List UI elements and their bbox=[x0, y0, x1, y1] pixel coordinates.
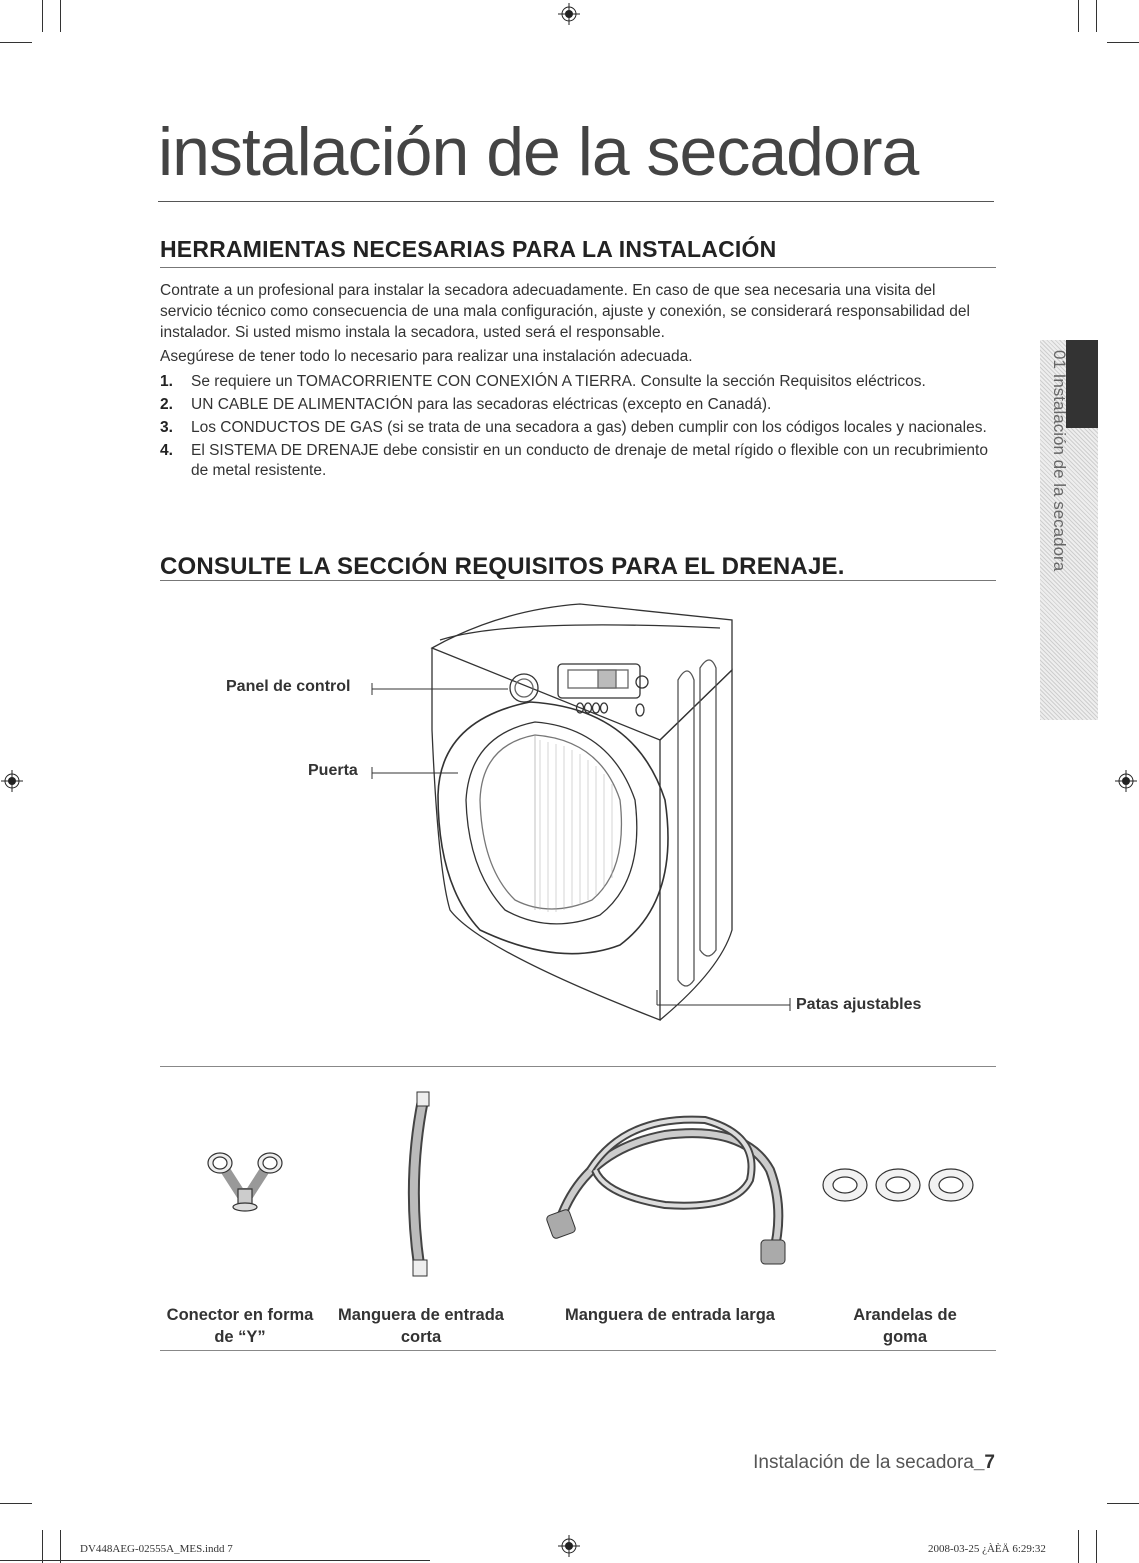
requirements-list bbox=[160, 372, 992, 484]
accessory-label-short-hose: Manguera de entrada corta bbox=[338, 1306, 504, 1346]
list-item bbox=[160, 372, 992, 392]
page-title: instalación de la secadora bbox=[158, 114, 919, 190]
registration-mark-icon bbox=[558, 3, 580, 25]
list-item bbox=[160, 395, 992, 415]
registration-mark-icon bbox=[558, 1535, 580, 1557]
list-item-text: Los CONDUCTOS DE GAS (si se trata de una secadora a gas) deben cumplir con los códigos locales y nacionales. bbox=[191, 419, 987, 436]
intro-paragraph: Contrate a un profesional para instalar la secadora adecuadamente. En caso de que sea necesaria una visita del servicio técnico como consecuencia de una mala configuración, ajuste y conexión, se considerará responsabilidad del instalador. Si usted mismo instala la secadora, usted será el responsable. bbox=[160, 282, 970, 341]
print-file-name: DV448AEG-02555A_MES.indd 7 bbox=[80, 1543, 233, 1555]
list-item-text: El SISTEMA DE DRENAJE debe consistir en un conducto de drenaje de metal rígido o flexible con un recubrimiento de metal resistente. bbox=[191, 442, 988, 479]
registration-mark-icon bbox=[1, 770, 23, 792]
chapter-tab-label: 01 Instalación de la secadora bbox=[1050, 350, 1069, 572]
callout-line bbox=[370, 766, 460, 780]
list-number: 3. bbox=[160, 419, 173, 436]
chapter-tab-marker bbox=[1066, 340, 1098, 428]
list-item bbox=[160, 418, 992, 438]
short-hose-icon bbox=[385, 1090, 445, 1280]
intro-paragraph-2: Asegúrese de tener todo lo necesario para realizar una instalación adecuada. bbox=[160, 348, 693, 365]
accessory-label-long-hose: Manguera de entrada larga bbox=[565, 1306, 775, 1324]
list-item bbox=[160, 441, 992, 481]
page-number: _7 bbox=[973, 1452, 995, 1473]
registration-mark-icon bbox=[1115, 770, 1137, 792]
rubber-washers-icon bbox=[818, 1165, 978, 1205]
list-number: 2. bbox=[160, 396, 173, 413]
section-heading-tools: HERRAMIENTAS NECESARIAS PARA LA INSTALACIÓN bbox=[160, 236, 777, 262]
print-timestamp: 2008-03-25 ¿ÀÈÄ 6:29:32 bbox=[928, 1543, 1046, 1555]
footer-section-title: Instalación de la secadora bbox=[753, 1452, 974, 1473]
page-footer bbox=[753, 1452, 995, 1474]
section-heading-rule bbox=[160, 267, 996, 268]
y-connector-icon bbox=[200, 1145, 290, 1215]
dryer-illustration bbox=[420, 600, 740, 1030]
callout-legs: Patas ajustables bbox=[796, 996, 922, 1013]
accessory-label-washers: Arandelas de goma bbox=[853, 1306, 957, 1346]
list-item-text: UN CABLE DE ALIMENTACIÓN para las secadoras eléctricas (excepto en Canadá). bbox=[191, 396, 772, 413]
accessory-label-y-connector: Conector en forma de “Y” bbox=[166, 1306, 314, 1346]
section-heading-drainage: CONSULTE LA SECCIÓN REQUISITOS PARA EL DRENAJE. bbox=[160, 553, 845, 580]
list-item-text: Se requiere un TOMACORRIENTE CON CONEXIÓN A TIERRA. Consulte la sección Requisitos eléctricos. bbox=[191, 373, 926, 390]
accessories-bottom-rule bbox=[160, 1350, 996, 1351]
accessories-top-rule bbox=[160, 1066, 996, 1067]
intro-text bbox=[160, 280, 992, 367]
callout-door: Puerta bbox=[308, 762, 358, 779]
callout-control-panel: Panel de control bbox=[226, 678, 351, 695]
list-number: 4. bbox=[160, 442, 173, 459]
list-number: 1. bbox=[160, 373, 173, 390]
callout-line bbox=[370, 682, 510, 696]
long-hose-icon bbox=[545, 1110, 805, 1275]
section-heading-rule bbox=[160, 580, 996, 581]
callout-line bbox=[650, 990, 795, 1012]
title-underline bbox=[158, 201, 994, 202]
